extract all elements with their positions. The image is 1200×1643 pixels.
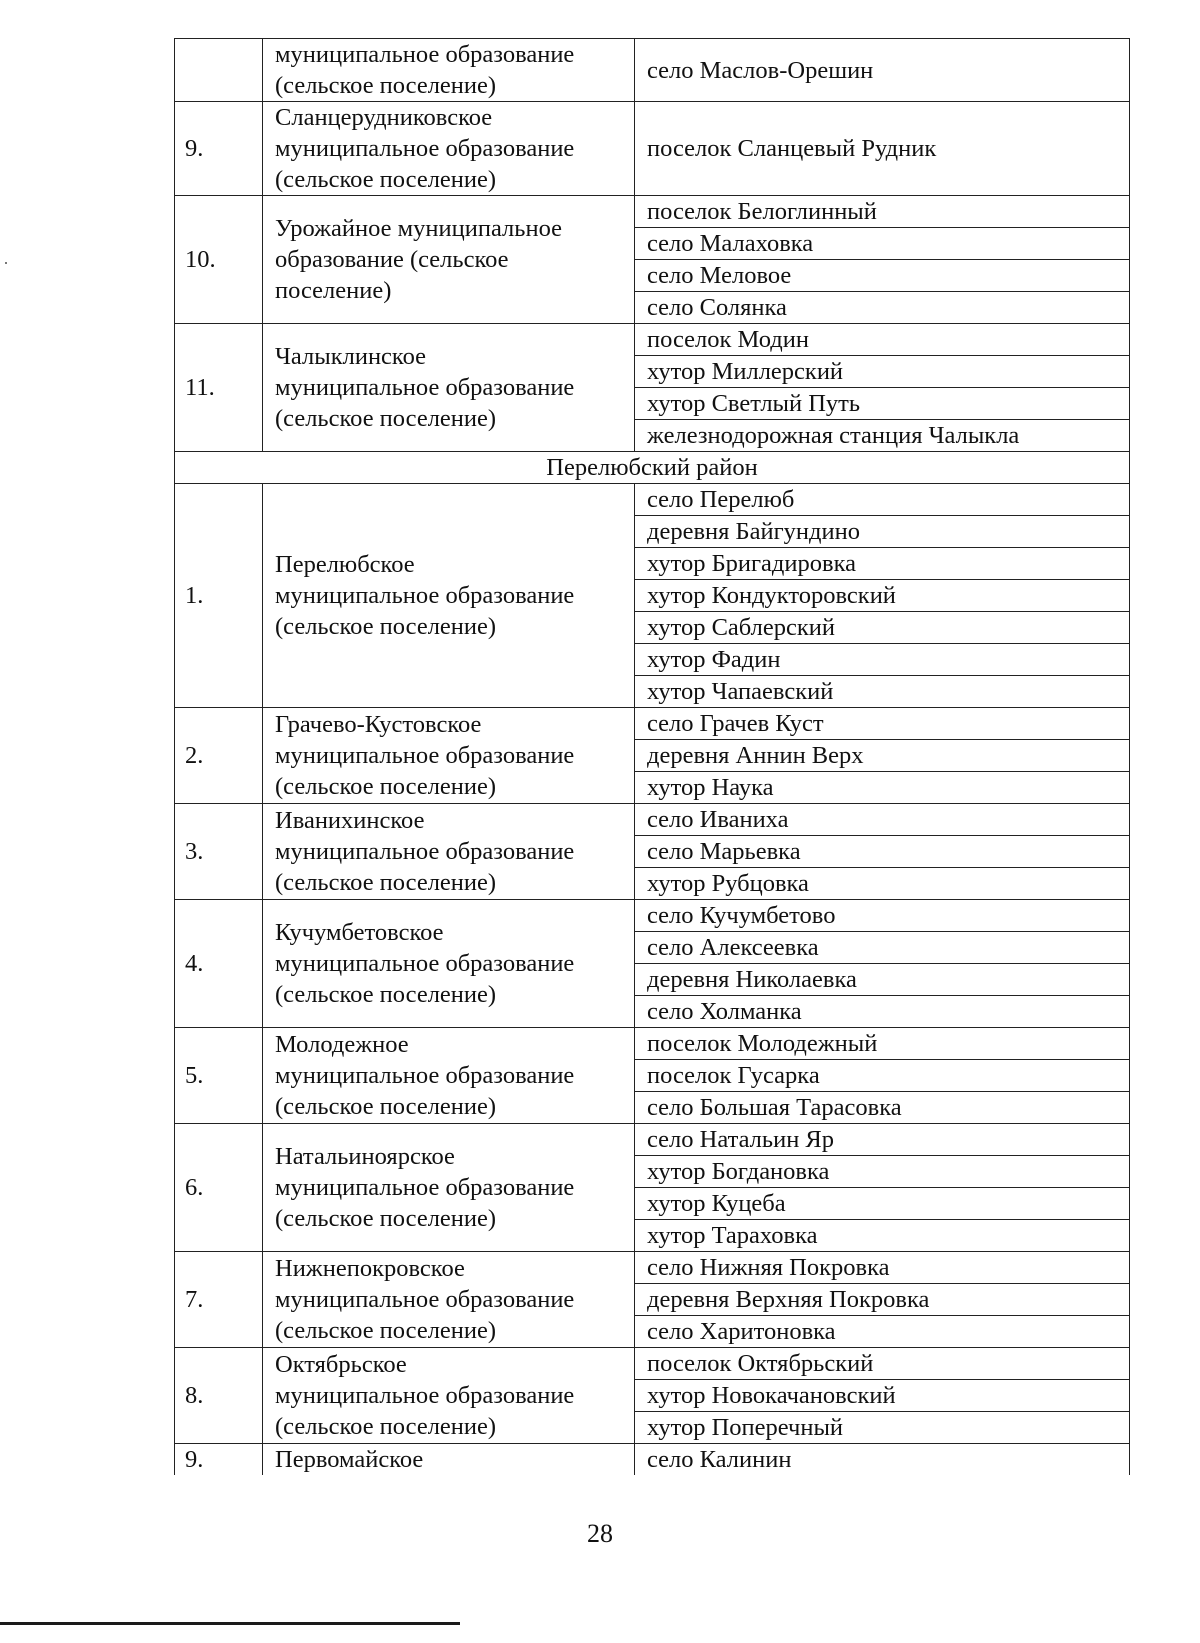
settlement-cell: село Калинин: [635, 1444, 1130, 1476]
settlement-cell: хутор Поперечный: [635, 1412, 1130, 1444]
settlement-cell: поселок Молодежный: [635, 1028, 1130, 1060]
settlement-cell: село Солянка: [635, 292, 1130, 324]
municipality-name: Иванихинское муниципальное образование (сельское поселение): [263, 804, 635, 900]
row-number: 5.: [175, 1028, 263, 1124]
row-number: 2.: [175, 708, 263, 804]
municipality-name: Первомайское: [263, 1444, 635, 1476]
table-row: [175, 484, 1130, 516]
settlement-cell: деревня Николаевка: [635, 964, 1130, 996]
district-row: [175, 452, 1130, 484]
settlement-cell: село Натальин Яр: [635, 1124, 1130, 1156]
settlement-cell: деревня Верхняя Покровка: [635, 1284, 1130, 1316]
settlement-cell: село Меловое: [635, 260, 1130, 292]
settlement-cell: село Малаховка: [635, 228, 1130, 260]
settlement-cell: село Маслов-Орешин: [635, 39, 1130, 102]
municipality-name: муниципальное образование (сельское поселение): [263, 39, 635, 102]
settlement-cell: село Перелюб: [635, 484, 1130, 516]
settlement-cell: хутор Светлый Путь: [635, 388, 1130, 420]
settlement-cell: село Холманка: [635, 996, 1130, 1028]
table-row: [175, 324, 1130, 356]
settlement-cell: хутор Наука: [635, 772, 1130, 804]
settlement-cell: поселок Сланцевый Рудник: [635, 102, 1130, 196]
municipality-name: Перелюбское муниципальное образование (сельское поселение): [263, 484, 635, 708]
page-number: 28: [587, 1519, 613, 1548]
settlement-cell: хутор Миллерский: [635, 356, 1130, 388]
table-row: [175, 708, 1130, 740]
table-row: [175, 196, 1130, 228]
row-number: [175, 39, 263, 102]
settlement-cell: хутор Новокачановский: [635, 1380, 1130, 1412]
municipality-name: Кучумбетовское муниципальное образование (сельское поселение): [263, 900, 635, 1028]
settlement-cell: поселок Гусарка: [635, 1060, 1130, 1092]
table-row: [175, 1028, 1130, 1060]
table-row: [175, 1444, 1130, 1476]
row-number: 6.: [175, 1124, 263, 1252]
settlement-cell: железнодорожная станция Чалыкла: [635, 420, 1130, 452]
municipality-name: Октябрьское муниципальное образование (сельское поселение): [263, 1348, 635, 1444]
district-heading: Перелюбский район: [175, 452, 1130, 484]
settlement-cell: хутор Фадин: [635, 644, 1130, 676]
row-number: 3.: [175, 804, 263, 900]
settlement-cell: хутор Куцеба: [635, 1188, 1130, 1220]
scan-speck: [5, 262, 7, 264]
table-row: [175, 1348, 1130, 1380]
settlement-cell: село Нижняя Покровка: [635, 1252, 1130, 1284]
row-number: 11.: [175, 324, 263, 452]
settlement-cell: село Грачев Куст: [635, 708, 1130, 740]
municipality-name: Сланцерудниковское муниципальное образование (сельское поселение): [263, 102, 635, 196]
row-number: 9.: [175, 1444, 263, 1476]
settlements-table: [174, 38, 1130, 1475]
settlement-cell: хутор Чапаевский: [635, 676, 1130, 708]
settlement-cell: хутор Саблерский: [635, 612, 1130, 644]
settlement-cell: поселок Белоглинный: [635, 196, 1130, 228]
table-row: [175, 1124, 1130, 1156]
municipality-name: Молодежное муниципальное образование (сельское поселение): [263, 1028, 635, 1124]
municipality-name: Натальиноярское муниципальное образование (сельское поселение): [263, 1124, 635, 1252]
table-row: [175, 804, 1130, 836]
settlement-cell: поселок Октябрьский: [635, 1348, 1130, 1380]
settlement-cell: село Кучумбетово: [635, 900, 1130, 932]
row-number: 9.: [175, 102, 263, 196]
table-row: [175, 102, 1130, 196]
settlement-cell: село Большая Тарасовка: [635, 1092, 1130, 1124]
table-row: [175, 900, 1130, 932]
settlement-cell: деревня Байгундино: [635, 516, 1130, 548]
table-row: [175, 1252, 1130, 1284]
municipality-name: Нижнепокровское муниципальное образование (сельское поселение): [263, 1252, 635, 1348]
settlement-cell: хутор Рубцовка: [635, 868, 1130, 900]
table-row: [175, 39, 1130, 102]
municipality-name: Урожайное муниципальное образование (сельское поселение): [263, 196, 635, 324]
settlement-cell: село Марьевка: [635, 836, 1130, 868]
row-number: 4.: [175, 900, 263, 1028]
settlement-cell: село Харитоновка: [635, 1316, 1130, 1348]
settlement-cell: хутор Богдановка: [635, 1156, 1130, 1188]
settlement-cell: село Алексеевка: [635, 932, 1130, 964]
settlement-cell: деревня Аннин Верх: [635, 740, 1130, 772]
settlement-cell: село Иваниха: [635, 804, 1130, 836]
settlement-cell: поселок Модин: [635, 324, 1130, 356]
scan-edge-line: [0, 1622, 460, 1625]
settlement-cell: хутор Тараховка: [635, 1220, 1130, 1252]
row-number: 7.: [175, 1252, 263, 1348]
settlement-cell: хутор Бригадировка: [635, 548, 1130, 580]
settlement-cell: хутор Кондукторовский: [635, 580, 1130, 612]
row-number: 8.: [175, 1348, 263, 1444]
municipality-name: Грачево-Кустовское муниципальное образование (сельское поселение): [263, 708, 635, 804]
row-number: 10.: [175, 196, 263, 324]
municipality-name: Чалыклинское муниципальное образование (сельское поселение): [263, 324, 635, 452]
row-number: 1.: [175, 484, 263, 708]
